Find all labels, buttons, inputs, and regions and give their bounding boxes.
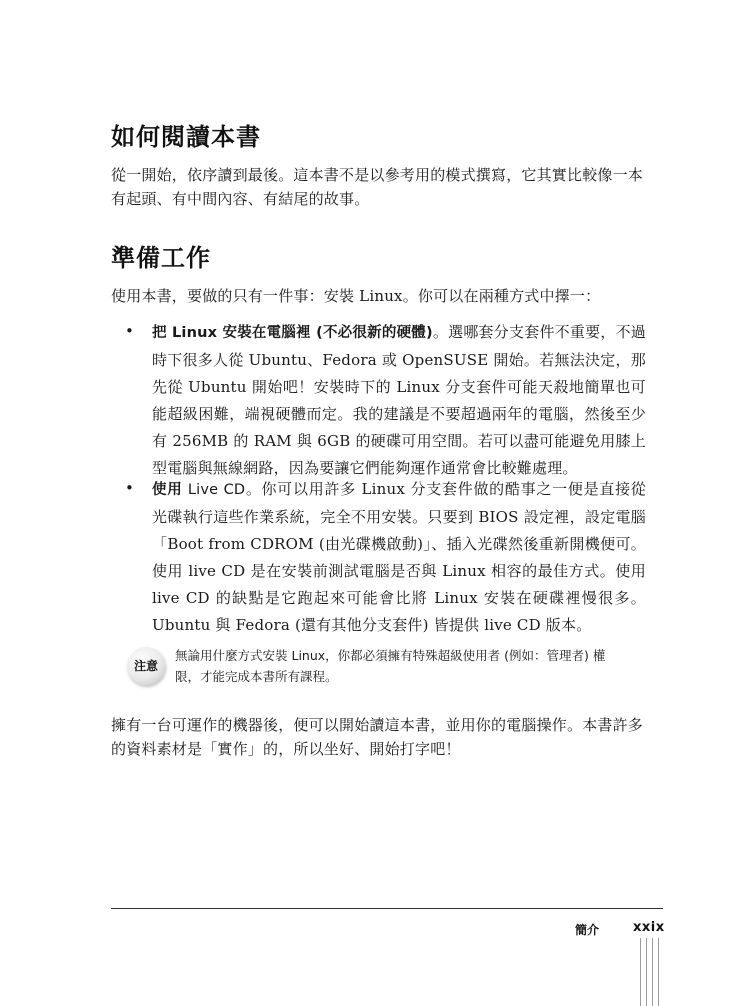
page-edge-decoration [640, 938, 664, 1006]
bullet-icon: • [125, 322, 134, 340]
heading-how-to-read: 如何閱讀本書 [111, 123, 261, 151]
bullet-body: 。你可以用許多 Linux 分支套件做的酷事之一便是直接從光碟執行這些作業系統，完全不用安裝。只要到 BIOS 設定裡，設定電腦「Boot from CDROM (由光碟機啟動)」、插入光碟然後重新開機便可。使用 live CD 是在安裝前測試電腦是否與 Linux 相容的最佳方式。使用 live CD 的缺點是它跑起來可能會比將 Linux 安裝在硬碟裡慢很多。Ubuntu 與 Fedora (還有其他分支套件) 皆提供 live CD 版本。 [152, 480, 647, 634]
list-item-live-cd [111, 476, 646, 639]
bullet-lead-term: Live CD [182, 482, 246, 498]
bullet-lead: 把 Linux 安裝在電腦裡 (不必很新的硬體) [152, 325, 433, 341]
heading-preparation: 準備工作 [111, 244, 211, 272]
bullet-icon: • [125, 479, 134, 497]
note-text: 無論用什麼方式安裝 Linux，你都必須擁有特殊超級使用者 (例如：管理者) 權限，才能完成本書所有課程。 [175, 648, 606, 684]
note-badge-label: 注意 [133, 659, 158, 673]
page-number: xxix [633, 920, 665, 935]
note-badge-icon [127, 647, 165, 685]
bullet-lead: 使用 [152, 482, 183, 498]
footer-divider [111, 908, 663, 909]
bullet-text [152, 319, 646, 482]
footer-section-label: 簡介 [575, 923, 600, 937]
paragraph-closing: 擁有一台可運作的機器後，便可以開始讀這本書，並用你的電腦操作。本書許多的資料素材是「實作」的，所以坐好、開始打字吧！ [111, 716, 644, 758]
bullet-text [152, 476, 646, 639]
list-item-install-linux [111, 319, 646, 482]
paragraph-preparation-intro: 使用本書，要做的只有一件事：安裝 Linux。你可以在兩種方式中擇一： [111, 287, 601, 305]
bullet-body: 。選哪套分支套件不重要，不過時下很多人從 Ubuntu、Fedora 或 OpenSUSE 開始。若無法決定，那先從 Ubuntu 開始吧！安裝時下的 Linux 分支套件可能天殺地簡單也可能超級困難，端視硬體而定。我的建議是不要超過兩年的電腦，然後至少有 256MB 的 RAM 與 6GB 的硬碟可用空間。若可以盡可能避免用膝上型電腦與無線網路，因為要讓它們能夠運作通常會比較難處理。 [152, 323, 647, 477]
paragraph-how-to-read: 從一開始，依序讀到最後。這本書不是以參考用的模式撰寫，它其實比較像一本有起頭、有中間內容、有結尾的故事。 [111, 166, 644, 208]
